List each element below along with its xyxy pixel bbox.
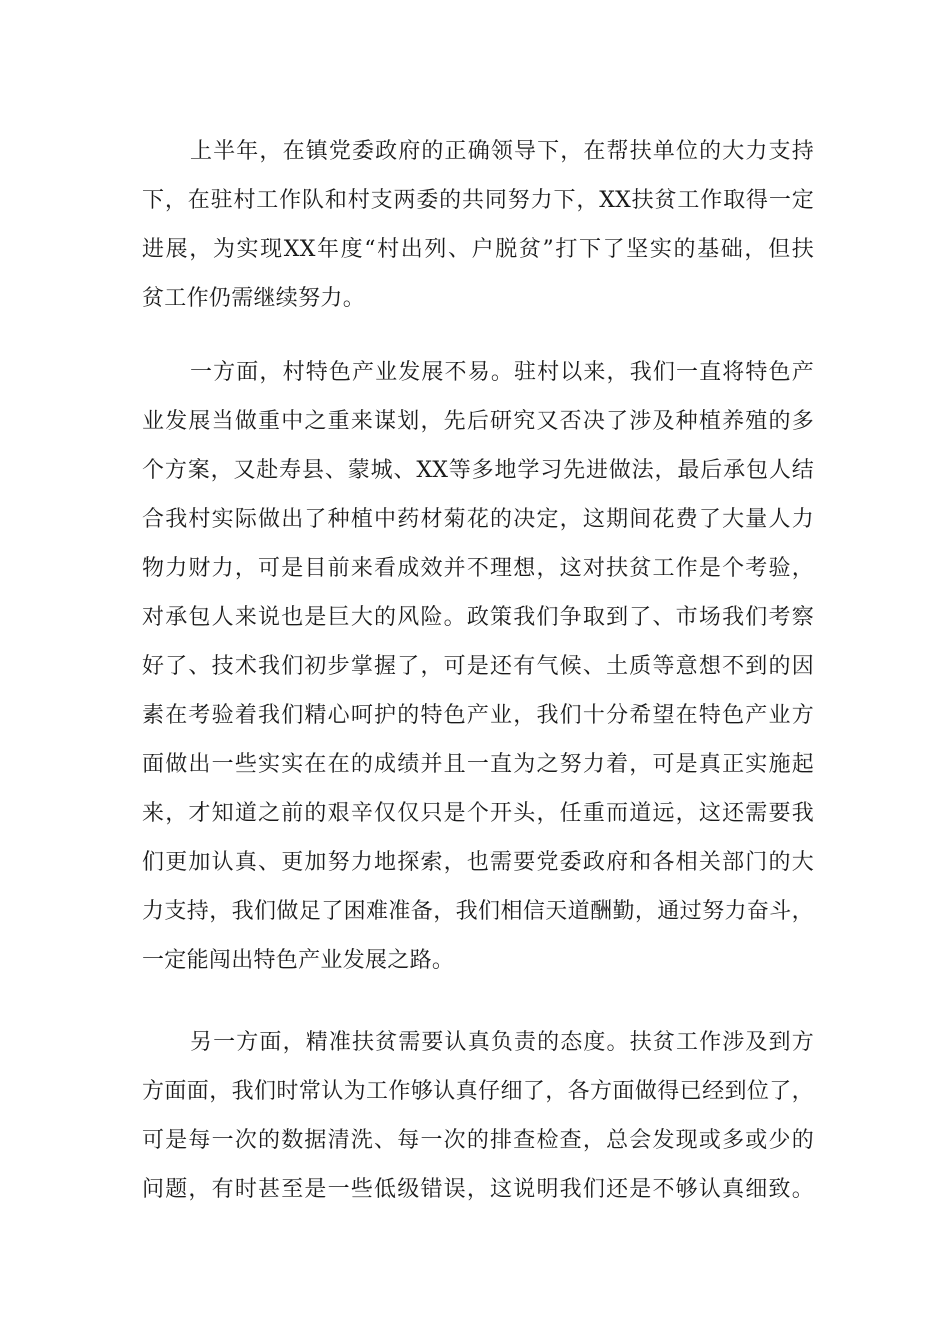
text-line: 素在考验着我们精心呵护的特色产业，我们十分希望在特色产业方 (142, 703, 814, 728)
paragraph-1 (142, 127, 814, 323)
paragraph-2 (142, 348, 814, 985)
text-line: 下，在驻村工作队和村支两委的共同努力下，XX扶贫工作取得一定 (142, 188, 814, 213)
text-line: 业发展当做重中之重来谋划，先后研究又否决了涉及种植养殖的多 (142, 409, 814, 434)
text-line: 问题，有时甚至是一些低级错误，这说明我们还是不够认真细致。 (142, 1177, 814, 1202)
paragraph-3 (142, 1018, 814, 1214)
text-line: 进展，为实现XX年度“村出列、户脱贫”打下了坚实的基础，但扶 (142, 237, 814, 262)
text-line: 合我村实际做出了种植中药材菊花的决定，这期间花费了大量人力 (142, 507, 814, 532)
text-line: 对承包人来说也是巨大的风险。政策我们争取到了、市场我们考察 (142, 605, 814, 630)
text-line: 一定能闯出特色产业发展之路。 (142, 948, 455, 973)
text-line: 贫工作仍需继续努力。 (142, 286, 366, 311)
text-line: 可是每一次的数据清洗、每一次的排查检查，总会发现或多或少的 (142, 1128, 814, 1153)
text-line: 面做出一些实实在在的成绩并且一直为之努力着，可是真正实施起 (142, 752, 814, 777)
text-line: 另一方面，精准扶贫需要认真负责的态度。扶贫工作涉及到方 (190, 1030, 814, 1055)
text-line: 上半年，在镇党委政府的正确领导下，在帮扶单位的大力支持 (190, 139, 814, 164)
text-line: 好了、技术我们初步掌握了，可是还有气候、土质等意想不到的因 (142, 654, 814, 679)
text-line: 们更加认真、更加努力地探索，也需要党委政府和各相关部门的大 (142, 850, 814, 875)
text-line: 个方案，又赴寿县、蒙城、XX等多地学习先进做法，最后承包人结 (142, 458, 814, 483)
text-line: 方面面，我们时常认为工作够认真仔细了，各方面做得已经到位了， (142, 1079, 814, 1104)
text-line: 来，才知道之前的艰辛仅仅只是个开头，任重而道远，这还需要我 (142, 801, 814, 826)
text-line: 力支持，我们做足了困难准备，我们相信天道酬勤，通过努力奋斗， (142, 899, 814, 924)
text-line: 物力财力，可是目前来看成效并不理想，这对扶贫工作是个考验， (142, 556, 814, 581)
text-line: 一方面，村特色产业发展不易。驻村以来，我们一直将特色产 (190, 360, 814, 385)
